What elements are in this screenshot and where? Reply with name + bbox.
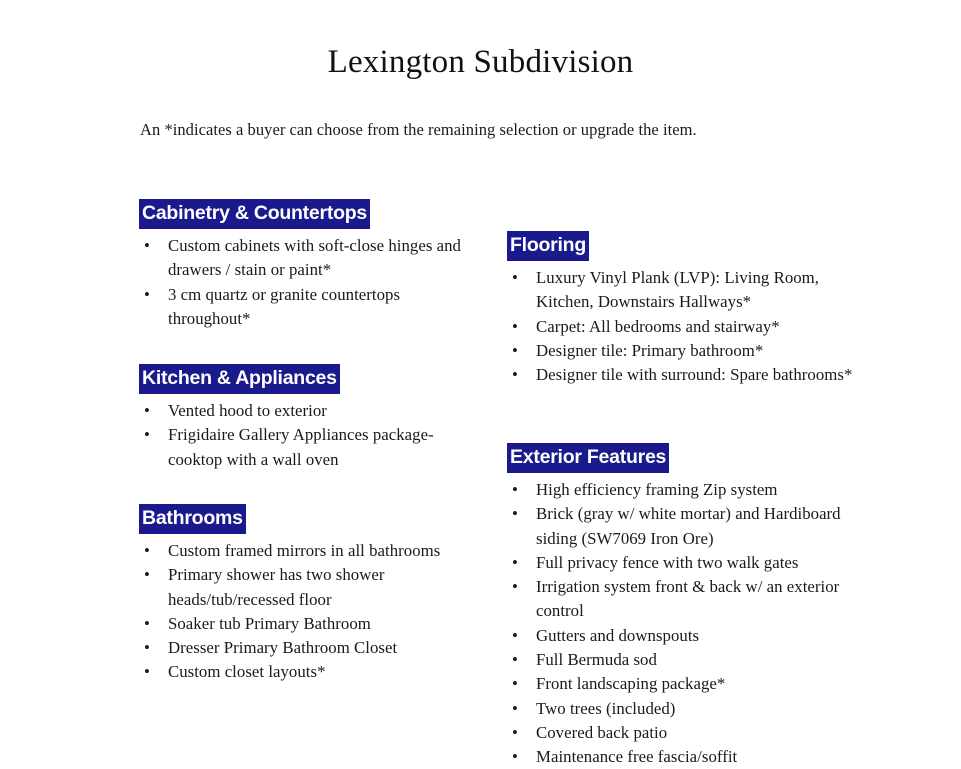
section-heading-kitchen-appliances: Kitchen & Appliances [139, 364, 340, 394]
bullet-icon: • [512, 316, 518, 336]
list-item [507, 721, 857, 745]
list-item [507, 697, 857, 721]
section-heading-cabinetry-countertops: Cabinetry & Countertops [139, 199, 370, 229]
section-heading-flooring: Flooring [507, 231, 589, 261]
list-item-text: Brick (gray w/ white mortar) and Hardiboard siding (SW7069 Iron Ore) [536, 504, 841, 548]
list-item-text: Designer tile: Primary bathroom* [536, 340, 764, 360]
list-item-text: Full privacy fence with two walk gates [536, 552, 799, 572]
bullet-icon: • [512, 504, 518, 524]
list-item-text: Dresser Primary Bathroom Closet [168, 638, 398, 658]
list-item-text: Vented hood to exterior [168, 400, 327, 420]
list-item-text: Custom cabinets with soft-close hinges and drawers / stain or paint* [168, 235, 461, 280]
bullet-icon: • [512, 625, 518, 645]
bullet-icon: • [144, 540, 150, 560]
section-heading-exterior-features: Exterior Features [507, 443, 669, 473]
list-item [507, 745, 857, 769]
list-item-text: Gutters and downspouts [536, 625, 700, 645]
list-item [507, 502, 857, 551]
list-item [507, 624, 857, 648]
section-bathrooms [139, 504, 469, 685]
bullet-icon: • [512, 674, 518, 694]
list-item-text: Two trees (included) [536, 698, 676, 718]
bullet-icon: • [144, 425, 150, 445]
bullet-icon: • [144, 662, 150, 682]
section-flooring [507, 231, 857, 387]
bullet-icon: • [512, 552, 518, 572]
list-item-text: Custom framed mirrors in all bathrooms [168, 540, 441, 560]
list-item [507, 672, 857, 696]
list-item [139, 399, 469, 423]
bullet-icon: • [512, 365, 518, 385]
list-item [139, 612, 469, 636]
list-item-text: High efficiency framing Zip system [536, 479, 778, 499]
section-exterior-features [507, 443, 857, 769]
bullet-icon: • [144, 235, 150, 255]
list-item-text: Frigidaire Gallery Appliances package-cooktop with a wall oven [168, 425, 434, 469]
list-item-text: Full Bermuda sod [536, 649, 657, 669]
section-heading-bathrooms: Bathrooms [139, 504, 246, 534]
section-kitchen-appliances [139, 364, 469, 472]
list-item-text: 3 cm quartz or granite countertops throughout* [168, 284, 401, 328]
bullet-icon: • [144, 565, 150, 585]
list-item-text: Maintenance free fascia/soffit [536, 747, 738, 767]
list-item [507, 575, 857, 624]
list-item [507, 315, 857, 339]
bullet-icon: • [512, 267, 518, 287]
list-item [139, 423, 469, 472]
list-flooring [507, 266, 857, 387]
list-bathrooms [139, 539, 469, 685]
list-item [507, 363, 857, 387]
list-item-text: Covered back patio [536, 722, 668, 742]
bullet-icon: • [512, 722, 518, 742]
list-item-text: Designer tile with surround: Spare bathrooms* [536, 365, 853, 385]
list-item [139, 539, 469, 563]
list-item [139, 234, 469, 283]
bullet-icon: • [512, 649, 518, 669]
list-exterior-features [507, 478, 857, 769]
list-item [507, 551, 857, 575]
bullet-icon: • [144, 613, 150, 633]
list-kitchen-appliances [139, 399, 469, 472]
list-item [507, 478, 857, 502]
list-item-text: Irrigation system front & back w/ an exterior control [536, 577, 840, 621]
bullet-icon: • [144, 638, 150, 658]
list-item [139, 283, 469, 332]
section-cabinetry-countertops [139, 199, 469, 331]
asterisk-note: An *indicates a buyer can choose from the remaining selection or upgrade the item. [140, 119, 697, 139]
bullet-icon: • [144, 284, 150, 304]
bullet-icon: • [512, 747, 518, 767]
list-item-text: Luxury Vinyl Plank (LVP): Living Room, Kitchen, Downstairs Hallways* [536, 267, 820, 312]
bullet-icon: • [512, 340, 518, 360]
list-cabinetry-countertops [139, 234, 469, 331]
bullet-icon: • [512, 479, 518, 499]
bullet-icon: • [512, 698, 518, 718]
list-item-text: Primary shower has two shower heads/tub/recessed floor [168, 565, 385, 609]
list-item [139, 660, 469, 684]
list-item-text: Soaker tub Primary Bathroom [168, 613, 371, 633]
bullet-icon: • [512, 577, 518, 597]
list-item [139, 563, 469, 612]
list-item-text: Front landscaping package* [536, 674, 726, 694]
page-title: Lexington Subdivision [327, 44, 634, 81]
list-item-text: Custom closet layouts* [168, 662, 326, 682]
list-item [507, 339, 857, 363]
list-item [139, 636, 469, 660]
list-item-text: Carpet: All bedrooms and stairway* [536, 316, 780, 336]
list-item [507, 266, 857, 315]
list-item [507, 648, 857, 672]
bullet-icon: • [144, 400, 150, 420]
